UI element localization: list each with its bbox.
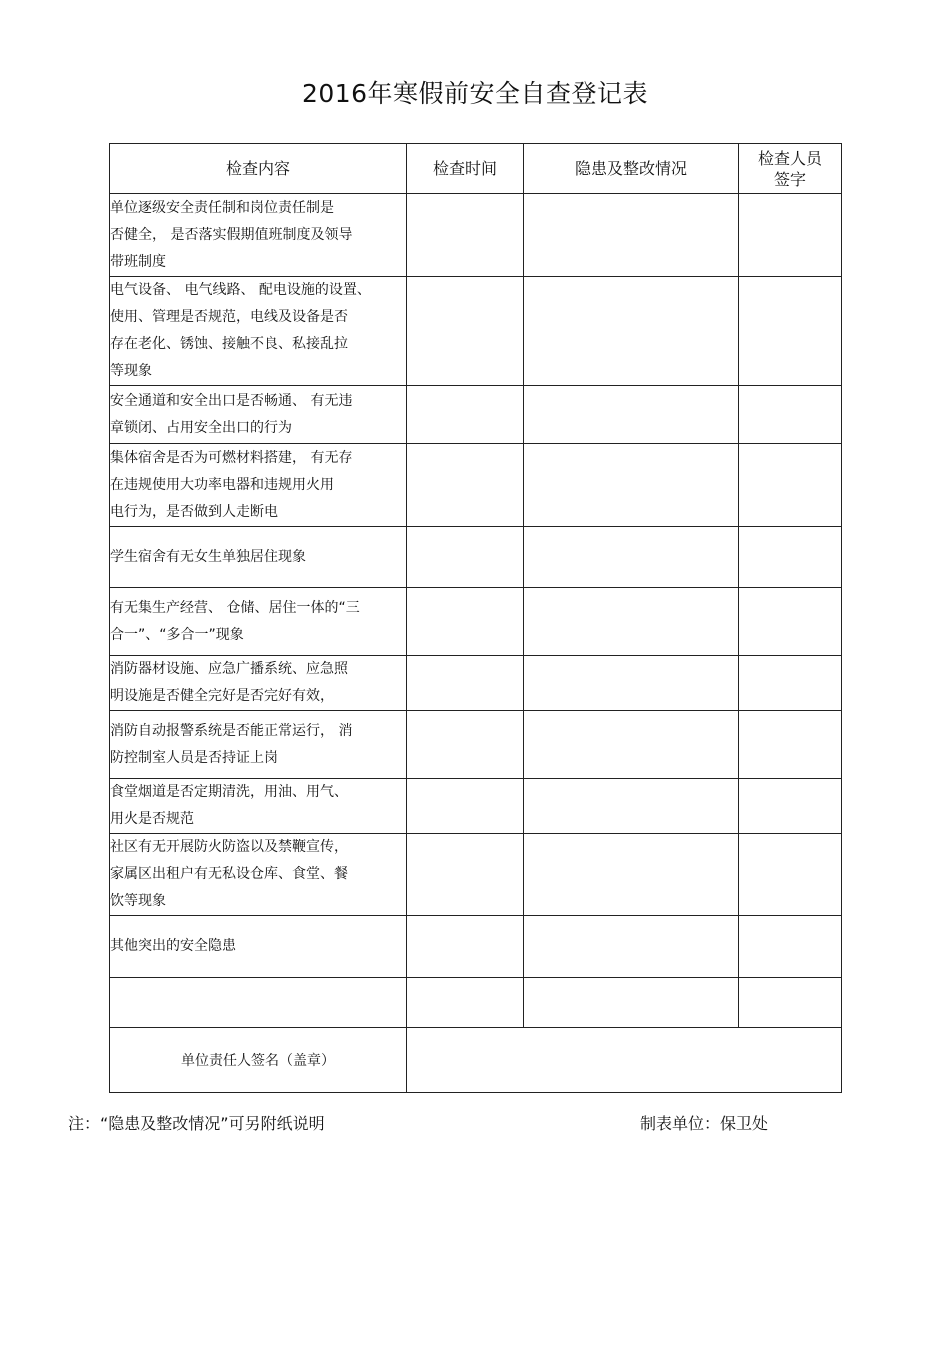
responsible-sign-field[interactable] <box>407 1028 842 1093</box>
header-hazard: 隐患及整改情况 <box>524 144 739 194</box>
table-row <box>110 588 842 656</box>
time-cell[interactable] <box>407 277 524 386</box>
time-cell[interactable] <box>407 916 524 978</box>
sign-cell[interactable] <box>739 779 842 834</box>
row-content[interactable] <box>110 978 407 1028</box>
row-content: 有无集生产经营、 仓储、居住一体的“三 合一”、“多合一”现象 <box>110 588 407 656</box>
sign-cell[interactable] <box>739 194 842 277</box>
hazard-cell[interactable] <box>524 444 739 527</box>
header-content: 检查内容 <box>110 144 407 194</box>
row-content: 电气设备、 电气线路、 配电设施的设置、 使用、管理是否规范，电线及设备是否 存在老化、锈蚀、接触不良、私接乱拉 等现象 <box>110 277 407 386</box>
header-time: 检查时间 <box>407 144 524 194</box>
sign-cell[interactable] <box>739 916 842 978</box>
row-content: 安全通道和安全出口是否畅通、 有无违 章锁闭、占用安全出口的行为 <box>110 386 407 444</box>
sign-cell[interactable] <box>739 978 842 1028</box>
time-cell[interactable] <box>407 779 524 834</box>
hazard-cell[interactable] <box>524 527 739 588</box>
time-cell[interactable] <box>407 978 524 1028</box>
table-row <box>110 194 842 277</box>
table-row <box>110 834 842 916</box>
time-cell[interactable] <box>407 386 524 444</box>
time-cell[interactable] <box>407 444 524 527</box>
time-cell[interactable] <box>407 588 524 656</box>
sign-cell[interactable] <box>739 444 842 527</box>
hazard-cell[interactable] <box>524 916 739 978</box>
time-cell[interactable] <box>407 527 524 588</box>
table-row <box>110 277 842 386</box>
sign-cell[interactable] <box>739 711 842 779</box>
table-row <box>110 386 842 444</box>
page-title: 2016年寒假前安全自查登记表 <box>301 79 649 108</box>
hazard-cell[interactable] <box>524 386 739 444</box>
sign-cell[interactable] <box>739 656 842 711</box>
row-content: 消防器材设施、应急广播系统、应急照 明设施是否健全完好是否完好有效， <box>110 656 407 711</box>
row-content: 食堂烟道是否定期清洗，用油、用气、 用火是否规范 <box>110 779 407 834</box>
row-content: 消防自动报警系统是否能正常运行， 消 防控制室人员是否持证上岗 <box>110 711 407 779</box>
sign-cell[interactable] <box>739 386 842 444</box>
hazard-cell[interactable] <box>524 277 739 386</box>
sign-cell[interactable] <box>739 588 842 656</box>
table-row <box>110 978 842 1028</box>
footer-maker: 制表单位：保卫处 <box>640 1114 769 1133</box>
sign-cell[interactable] <box>739 277 842 386</box>
responsible-sign-label: 单位责任人签名（盖章） <box>110 1028 407 1093</box>
hazard-cell[interactable] <box>524 711 739 779</box>
row-content: 学生宿舍有无女生单独居住现象 <box>110 527 407 588</box>
row-content: 单位逐级安全责任制和岗位责任制是 否健全， 是否落实假期值班制度及领导 带班制度 <box>110 194 407 277</box>
table-row <box>110 916 842 978</box>
row-content: 集体宿舍是否为可燃材料搭建， 有无存 在违规使用大功率电器和违规用火用 电行为，是否做到人走断电 <box>110 444 407 527</box>
header-inspector-sign: 检查人员 签字 <box>739 144 842 194</box>
table-row <box>110 656 842 711</box>
header-row <box>110 144 842 194</box>
row-content: 其他突出的安全隐患 <box>110 916 407 978</box>
table-row <box>110 527 842 588</box>
hazard-cell[interactable] <box>524 834 739 916</box>
table-row <box>110 779 842 834</box>
hazard-cell[interactable] <box>524 656 739 711</box>
time-cell[interactable] <box>407 834 524 916</box>
hazard-cell[interactable] <box>524 779 739 834</box>
footer-note: 注：“隐患及整改情况”可另附纸说明 <box>68 1114 325 1133</box>
inspection-table <box>109 143 842 1093</box>
time-cell[interactable] <box>407 656 524 711</box>
sign-cell[interactable] <box>739 834 842 916</box>
hazard-cell[interactable] <box>524 194 739 277</box>
table-row <box>110 444 842 527</box>
hazard-cell[interactable] <box>524 588 739 656</box>
row-content: 社区有无开展防火防盗以及禁鞭宣传， 家属区出租户有无私设仓库、食堂、餐 饮等现象 <box>110 834 407 916</box>
table-row <box>110 711 842 779</box>
hazard-cell[interactable] <box>524 978 739 1028</box>
sign-cell[interactable] <box>739 527 842 588</box>
time-cell[interactable] <box>407 194 524 277</box>
time-cell[interactable] <box>407 711 524 779</box>
signature-row <box>110 1028 842 1093</box>
